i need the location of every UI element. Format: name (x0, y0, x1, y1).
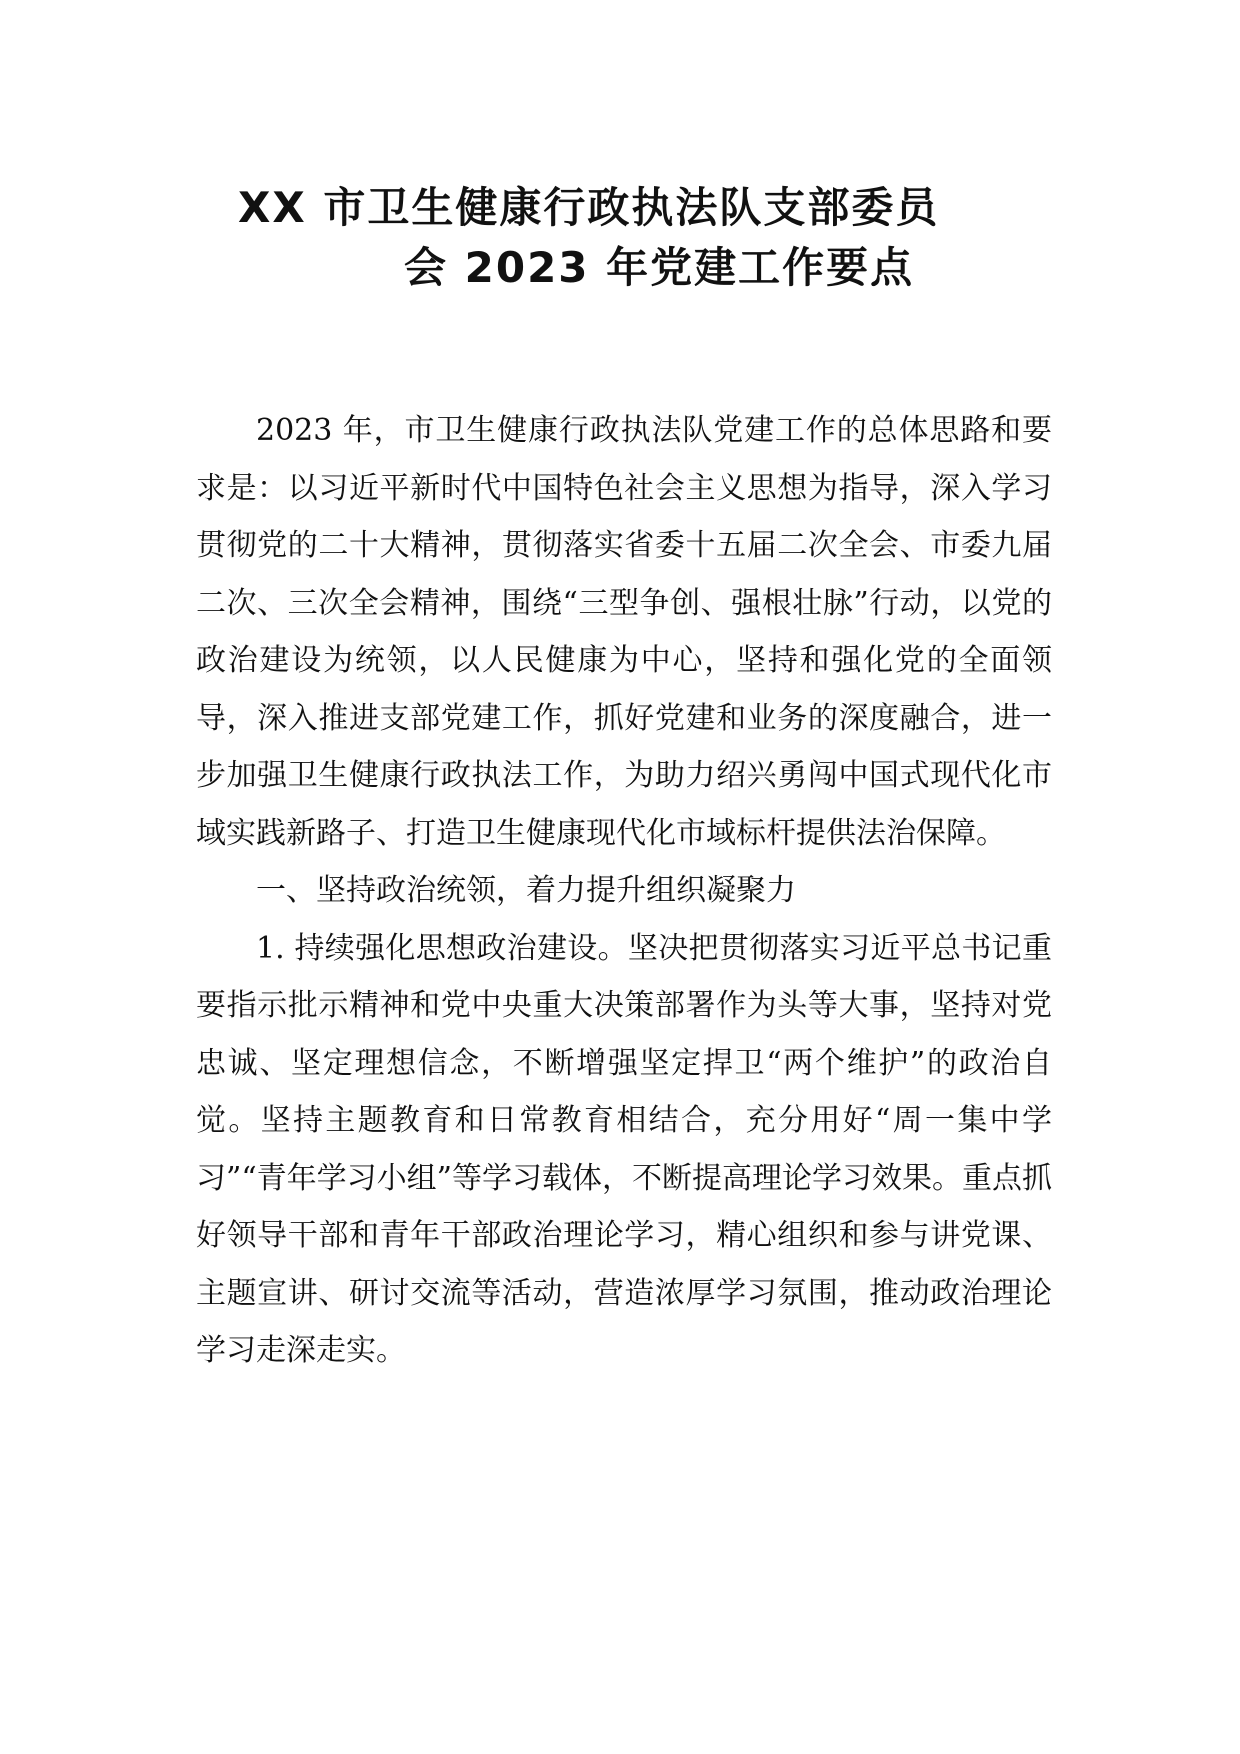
document-title (190, 178, 1050, 298)
title-line-2: 会 2023 年党建工作要点 (404, 243, 915, 292)
section-heading: 一、坚持政治统领，着力提升组织凝聚力 (256, 873, 796, 908)
title-line-1: XX 市卫生健康行政执法队支部委员 (238, 183, 940, 232)
document-body (196, 402, 1052, 1380)
intro-paragraph: 2023 年，市卫生健康行政执法队党建工作的总体思路和要求是：以习近平新时代中国特色社会主义思想为指导，深入学习贯彻党的二十大精神，贯彻落实省委十五届二次全会、市委九届二次、三次全会精神，围绕“三型争创、强根壮脉”行动，以党的政治建设为统领，以人民健康为中心，坚持和强化党的全面领导，深入推进支部党建工作，抓好党建和业务的深度融合，进一步加强卫生健康行政执法工作，为助力绍兴勇闯中国式现代化市域实践新路子、打造卫生健康现代化市域标杆提供法治保障。 (196, 413, 1052, 851)
item-paragraph: 1. 持续强化思想政治建设。坚决把贯彻落实习近平总书记重要指示批示精神和党中央重大决策部署作为头等大事，坚持对党忠诚、坚定理想信念，不断增强坚定捍卫“两个维护”的政治自觉。坚持主题教育和日常教育相结合，充分用好“周一集中学习”“青年学习小组”等学习载体，不断提高理论学习效果。重点抓好领导干部和青年干部政治理论学习，精心组织和参与讲党课、主题宣讲、研讨交流等活动，营造浓厚学习氛围，推动政治理论学习走深走实。 (196, 930, 1053, 1368)
